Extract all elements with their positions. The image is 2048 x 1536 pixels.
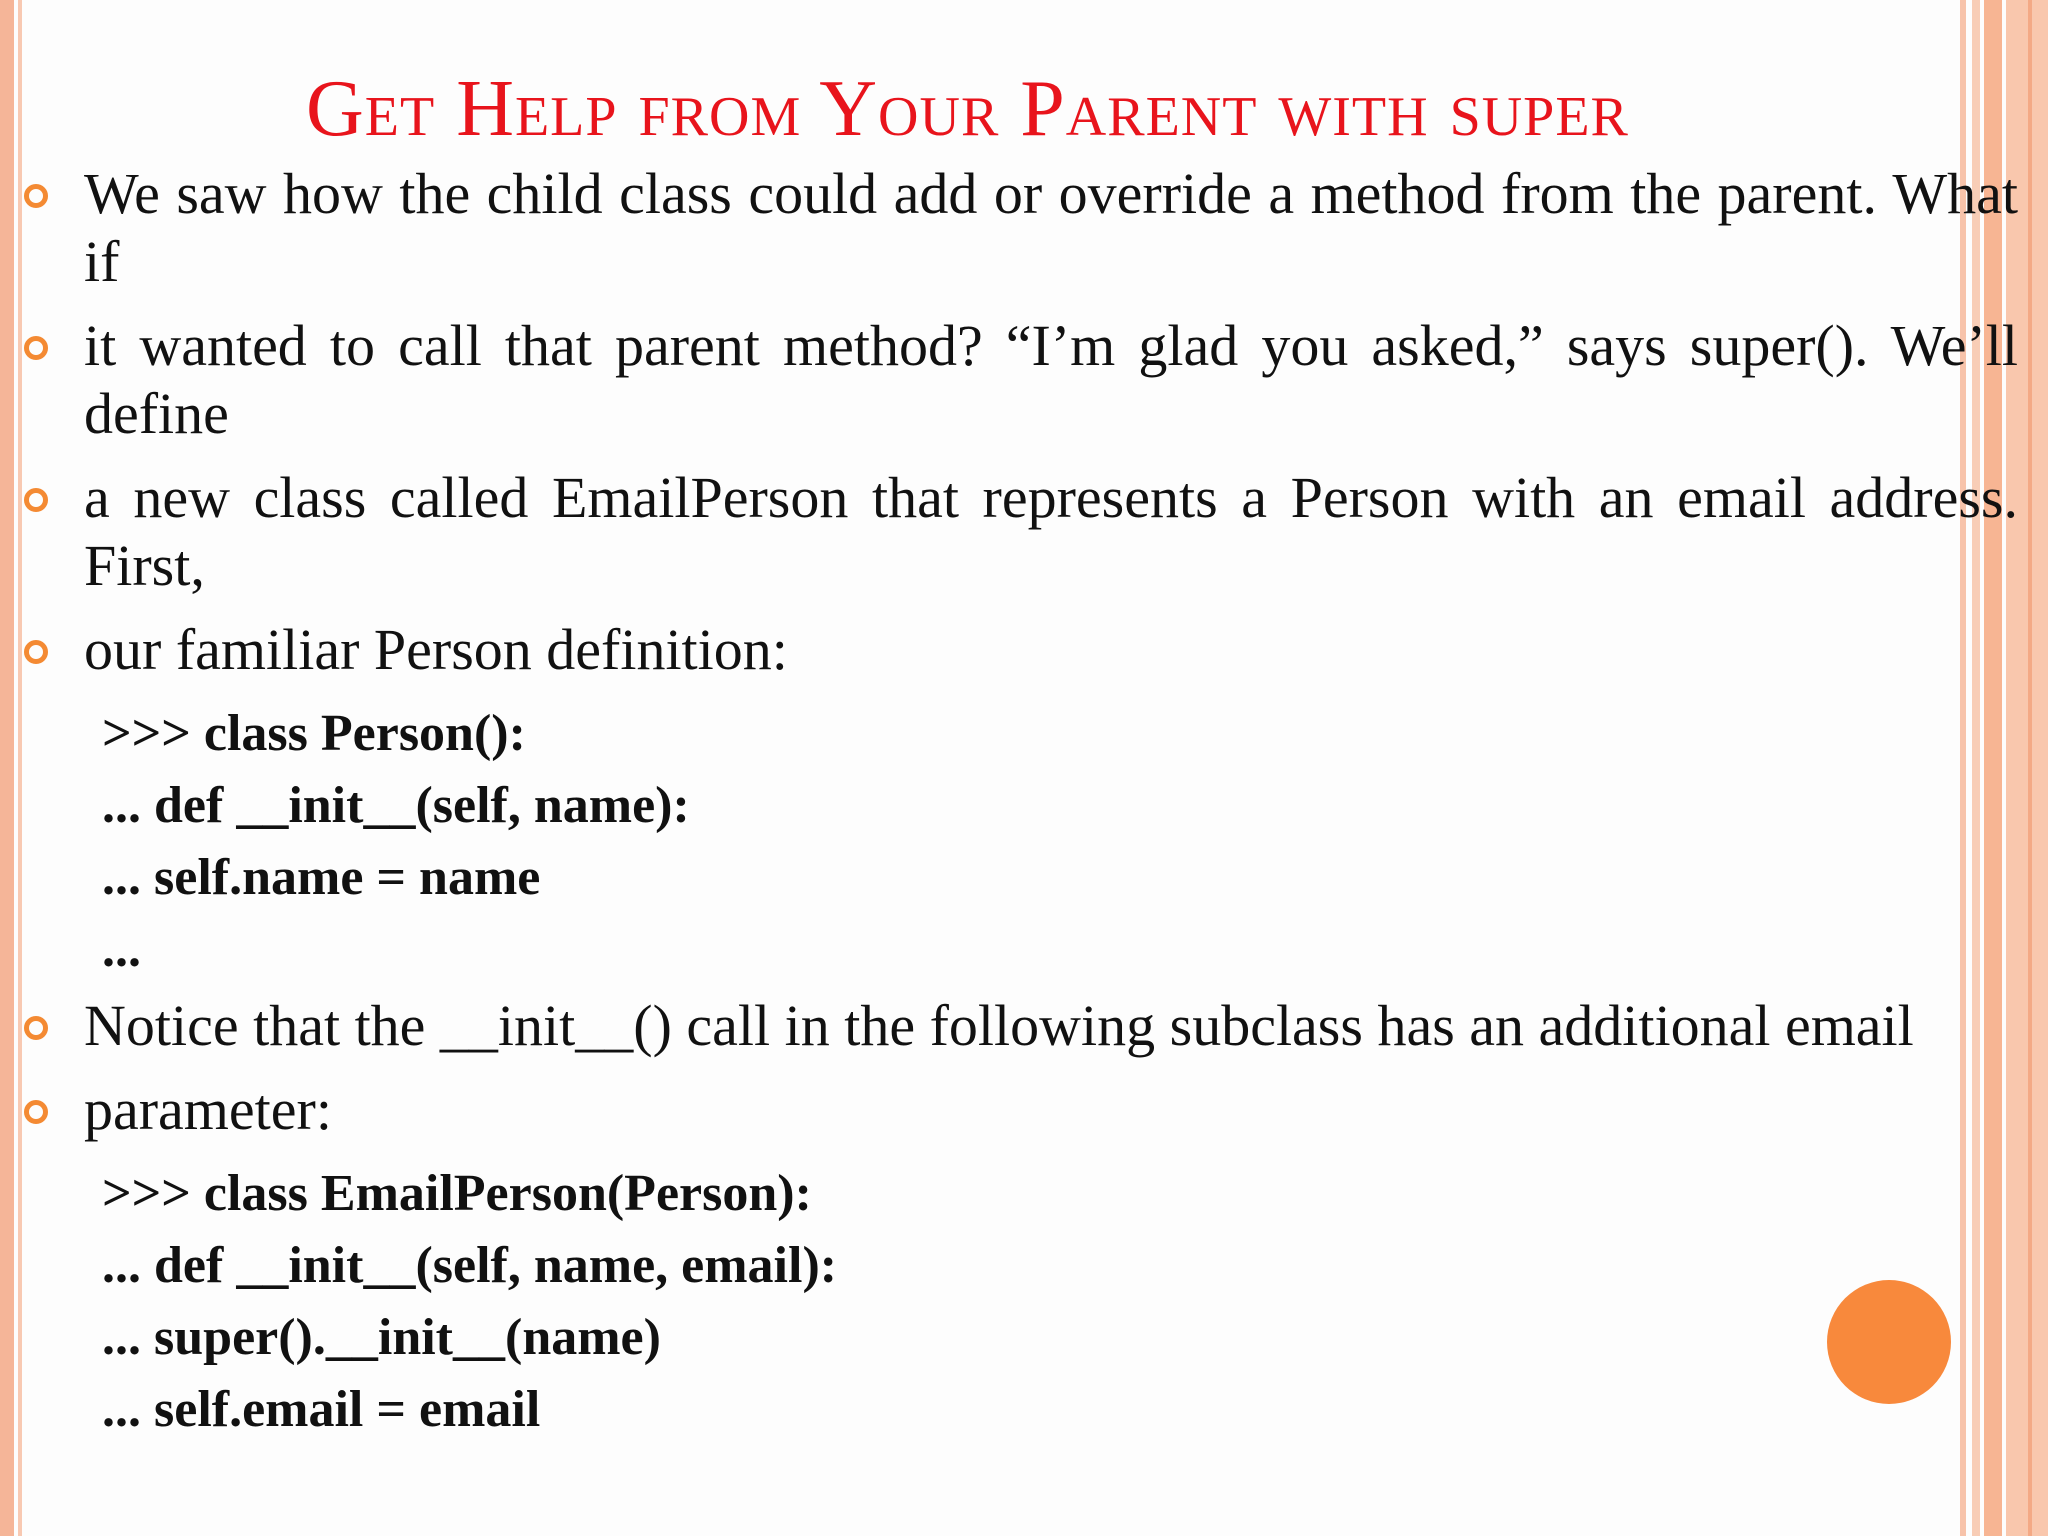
bullet-text: our familiar Person definition: (84, 617, 788, 682)
bullet-item (22, 464, 2018, 600)
left-decor-stripe (0, 0, 14, 1536)
bullet-text: it wanted to call that parent method? “I’m glad you asked,” says super(). We’ll define (84, 313, 2018, 446)
bullet-item (22, 1076, 2018, 1144)
code-line: ... def __init__(self, name): (102, 777, 690, 834)
bullet-circle-icon (24, 488, 48, 512)
bullet-circle-icon (24, 184, 48, 208)
slide-body (22, 160, 2018, 1452)
code-line: >>> class Person(): (102, 705, 526, 762)
code-block-emailperson (22, 1158, 2018, 1446)
bullet-text: parameter: (84, 1077, 332, 1142)
code-line: ... self.email = email (102, 1381, 541, 1438)
decorative-orange-circle (1827, 1280, 1951, 1404)
bullet-text: Notice that the __init__() call in the following subclass has an additional email (84, 993, 1914, 1058)
code-line: ... (102, 921, 141, 978)
code-line: >>> class EmailPerson(Person): (102, 1165, 812, 1222)
bullet-circle-icon (24, 336, 48, 360)
bullet-item (22, 616, 2018, 684)
bullet-item (22, 160, 2018, 296)
code-block-person (22, 698, 2018, 986)
right-decor-stripe-5 (2028, 0, 2032, 1536)
slide-title: Get Help from Your Parent with super (306, 65, 1629, 153)
code-line: ... self.name = name (102, 849, 541, 906)
bullet-item (22, 312, 2018, 448)
bullet-circle-icon (24, 1100, 48, 1124)
bullet-text: We saw how the child class could add or override a method from the parent. What if (84, 161, 2018, 294)
code-line: ... super().__init__(name) (102, 1309, 661, 1366)
code-line: ... def __init__(self, name, email): (102, 1237, 838, 1294)
bullet-text: a new class called EmailPerson that represents a Person with an email address. First, (84, 465, 2018, 598)
bullet-circle-icon (24, 1016, 48, 1040)
bullet-circle-icon (24, 640, 48, 664)
bullet-item (22, 992, 2018, 1060)
